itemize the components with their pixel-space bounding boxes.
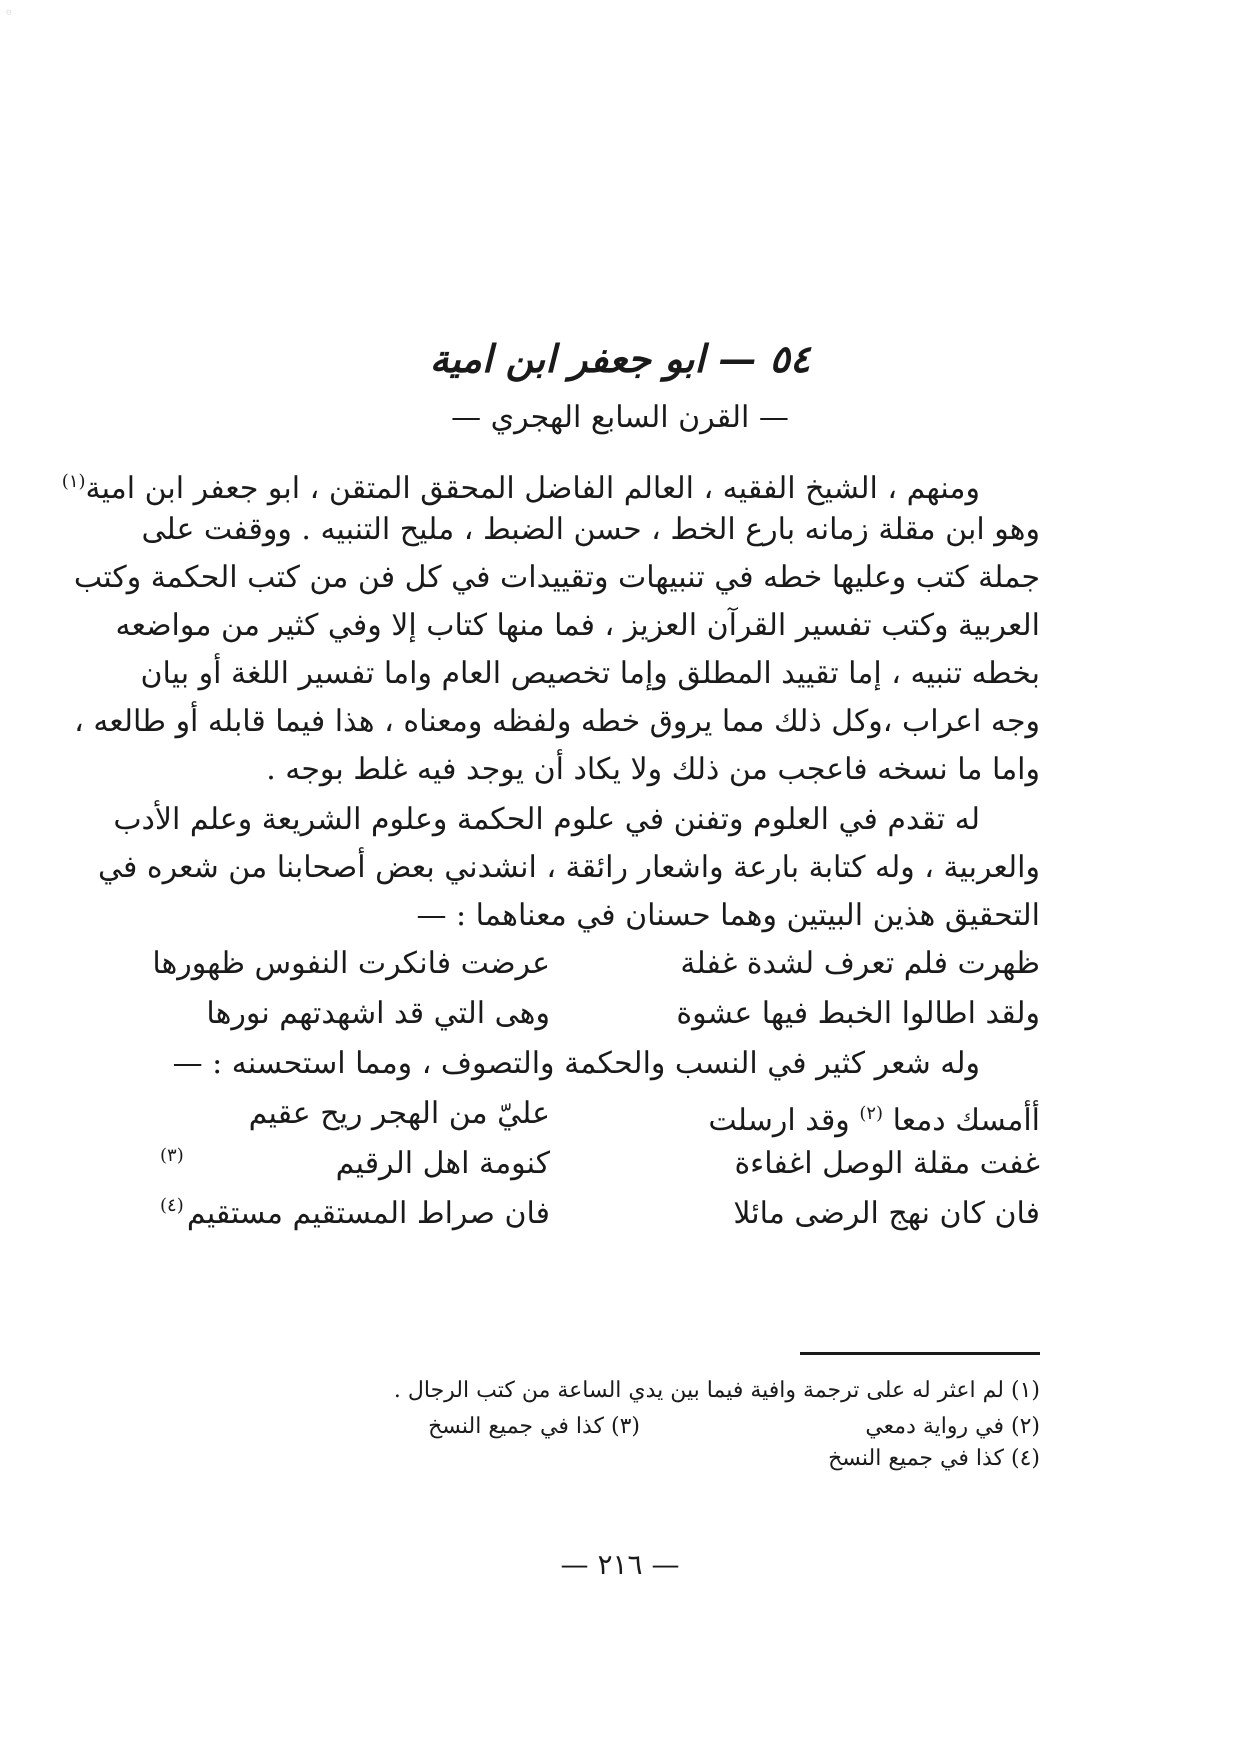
footnote-ref-1: (١) bbox=[61, 471, 86, 492]
page-number: — ٢١٦ — bbox=[560, 1548, 680, 1581]
paragraph1-line-2: وهو ابن مقلة زمانه بارع الخط ، حسن الضبط ، مليح التنبيه . ووقفت على bbox=[141, 512, 1040, 547]
verse-2-second-hemistich: وهى التي قد اشهدتهم نورها bbox=[206, 996, 550, 1031]
paragraph2-line-3: التحقيق هذين البيتين وهما حسنان في معناهما : — bbox=[416, 898, 1040, 933]
verse-3 bbox=[170, 1094, 1040, 1138]
verse-5 bbox=[160, 1194, 1040, 1234]
paragraph1-line-3: جملة كتب وعليها خطه في تنبيهات وتقييدات في كل فن من كتب الحكمة وكتب bbox=[73, 560, 1040, 595]
footnote-ref-4: (٤) bbox=[160, 1195, 184, 1216]
paragraph2-line-2: والعربية ، وله كتابة بارعة واشعار رائقة ، انشدني بعض أصحابنا من شعره في bbox=[98, 850, 1040, 885]
footnote-1: (١) لم اعثر له على ترجمة وافية فيما بين يدي الساعة من كتب الرجال . bbox=[393, 1378, 1040, 1403]
footnote-2: (٢) في رواية دمعي bbox=[865, 1414, 1040, 1439]
paragraph1-line-4: العربية وكتب تفسير القرآن العزيز ، فما منها كتاب إلا وفي كثير من مواضعه bbox=[115, 608, 1040, 643]
verse-5-second-hemistich: فان صراط المستقيم مستقيم bbox=[186, 1196, 550, 1231]
footnote-ref-3: (٣) bbox=[160, 1145, 184, 1166]
paragraph3: وله شعر كثير في النسب والحكمة والتصوف ، ومما استحسنه : — bbox=[172, 1046, 980, 1081]
verse-2-first-hemistich: ولقد اطالوا الخبط فيها عشوة bbox=[676, 996, 1040, 1031]
verse-1 bbox=[152, 944, 1040, 984]
verse-3-second-hemistich: عليّ من الهجر ريح عقيم bbox=[248, 1096, 550, 1131]
entry-century: — القرن السابع الهجري — bbox=[451, 400, 789, 435]
paragraph1-line-6: وجه اعراب ،وكل ذلك مما يروق خطه ولفظه ومعناه ، هذا فيما قابله أو طالعه ، bbox=[74, 704, 1040, 739]
paragraph2-line-1: له تقدم في العلوم وتفنن في علوم الحكمة وعلوم الشريعة وعلم الأدب bbox=[113, 802, 980, 837]
verse-1-first-hemistich: ظهرت فلم تعرف لشدة غفلة bbox=[680, 946, 1040, 981]
footnote-separator bbox=[800, 1352, 1040, 1355]
verse-4 bbox=[160, 1144, 1040, 1184]
verse-5-first-hemistich: فان كان نهج الرضى مائلا bbox=[733, 1196, 1040, 1231]
verse-3-first-hemistich: أأمسك دمعا $^{(٢)}$ وقد ارسلت bbox=[708, 1103, 1040, 1138]
verse-1-second-hemistich: عرضت فانكرت النفوس ظهورها bbox=[152, 946, 550, 981]
scan-artifact: ۞ bbox=[6, 6, 12, 17]
entry-title: ٥٤ — ابو جعفر ابن امية bbox=[429, 336, 811, 381]
paragraph1-line-1: ومنهم ، الشيخ الفقيه ، العالم الفاضل المحقق المتقن ، ابو جعفر ابن امية$^{(١)}$ bbox=[61, 471, 980, 506]
footnote-3: (٣) كذا في جميع النسخ bbox=[428, 1414, 640, 1439]
verse-2 bbox=[170, 994, 1040, 1034]
footnote-ref-2: (٢) bbox=[859, 1103, 884, 1124]
paragraph1-line-5: بخطه تنبيه ، إما تقييد المطلق وإما تخصيص العام واما تفسير اللغة أو بيان bbox=[140, 656, 1040, 691]
verse-4-second-hemistich: كنومة اهل الرقيم bbox=[335, 1146, 550, 1181]
paragraph1-line-7: واما ما نسخه فاعجب من ذلك ولا يكاد أن يوجد فيه غلط بوجه . bbox=[266, 752, 1040, 787]
footnote-4: (٤) كذا في جميع النسخ bbox=[828, 1446, 1040, 1471]
verse-4-first-hemistich: غفت مقلة الوصل اغفاءة bbox=[734, 1146, 1040, 1181]
